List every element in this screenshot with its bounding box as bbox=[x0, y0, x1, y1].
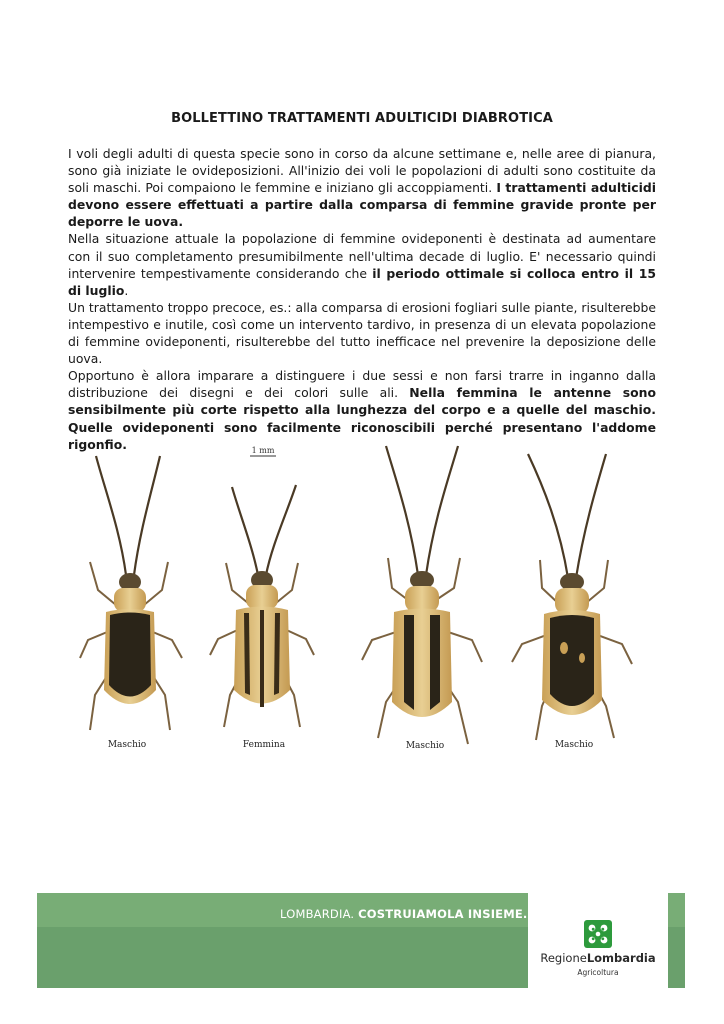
scale-label: 1 mm bbox=[251, 446, 275, 455]
caption-1: Maschio bbox=[107, 740, 147, 750]
beetle-figure bbox=[72, 440, 658, 765]
paragraph-3: Un trattamento troppo precoce, es.: alla comparsa di erosioni fogliari sulle piante, risulterebbe intempestivo e inutile, così come un intervento tardivo, in presenza di un elevata popolazione di femmine ovideponenti, risulterebbe del tutto inefficace nel prevenire la deposizione delle uova. bbox=[68, 299, 656, 367]
region-department: Agricoltura bbox=[577, 968, 619, 977]
footer-band-right-top bbox=[668, 893, 685, 927]
beetle-male-3 bbox=[512, 454, 632, 740]
beetle-female bbox=[210, 485, 314, 727]
region-name: RegioneLombardia bbox=[540, 951, 656, 965]
paragraph-1: I voli degli adulti di questa specie sono in corso da alcune settimane e, nelle aree di pianura, sono già iniziate le ovideposizioni. All'inizio dei voli le popolazioni di adulti sono costituite da soli maschi. Poi compaiono le femmine e iniziano gli accoppiamenti. I trattamenti adulticidi devono essere effettuati a partire dalla comparsa di femmine gravide pronte per deporre le uova. bbox=[68, 146, 657, 230]
beetle-male-2 bbox=[362, 446, 482, 744]
caption-3: Maschio bbox=[405, 741, 445, 751]
paragraph-2: Nella situazione attuale la popolazione di femmine ovideponenti è destinata ad aumentare con il suo completamento presumibilmente nell'ultima decade di luglio. E' necessario quindi intervenire tempestivamente considerando che il periodo ottimale si colloca entro il 15 di luglio. bbox=[68, 231, 656, 298]
footer-slogan: LOMBARDIA. COSTRUIAMOLA INSIEME. bbox=[280, 907, 528, 921]
paragraph-4: Opportuno è allora imparare a distinguere i due sessi e non farsi trarre in inganno dalla distribuzione dei disegni e dei colori sulle ali. Nella femmina le antenne sono sensibilmente più corte rispetto alla lunghezza del corpo e a quelle del maschio. Quelle ovideponenti sono facilmente riconoscibili perché presentano l'addome rigonfio. bbox=[68, 368, 656, 452]
region-lombardia-logo-icon bbox=[584, 920, 612, 948]
caption-4: Maschio bbox=[554, 740, 594, 750]
document-title: BOLLETTINO TRATTAMENTI ADULTICIDI DIABROTICA bbox=[171, 111, 553, 126]
body-text bbox=[68, 145, 656, 453]
caption-2: Femmina bbox=[242, 740, 286, 750]
beetle-male-1 bbox=[80, 456, 182, 730]
